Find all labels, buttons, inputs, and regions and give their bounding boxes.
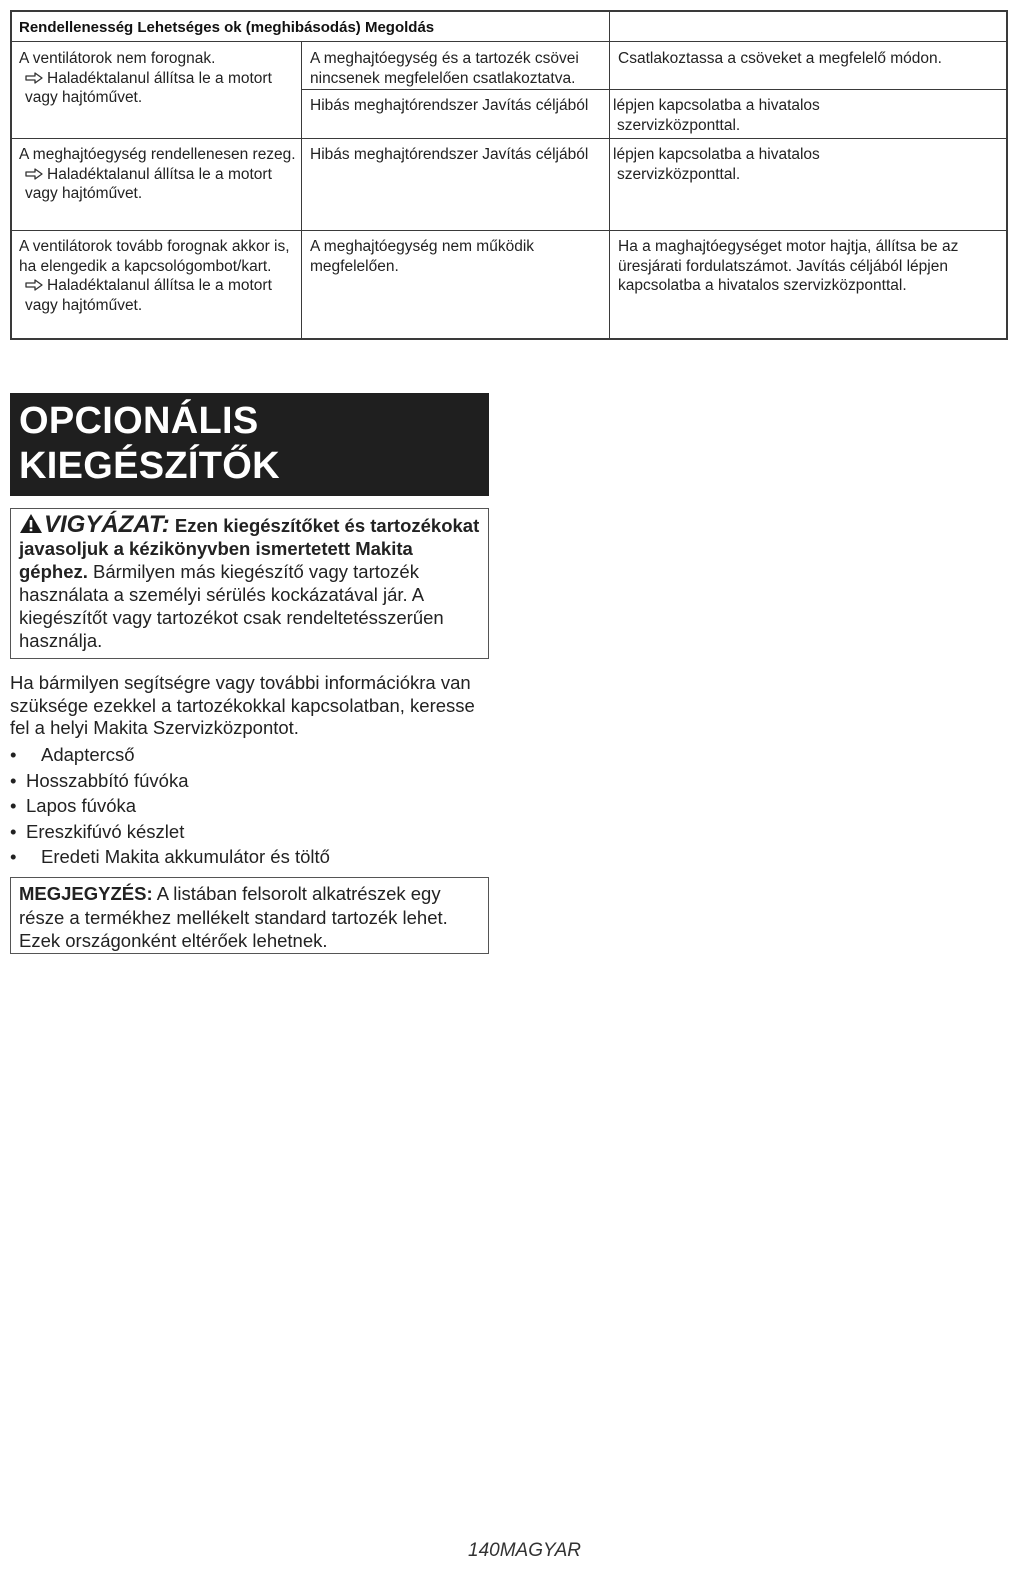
- warning-triangle-icon: [19, 513, 43, 534]
- accessory-list: [10, 742, 330, 870]
- remedy-text: Ha a maghajtóegységet motor hajtja, állítsa be az üresjárati fordulatszámot. Javítás céljából lépjen kapcsolatba a hivatalos szervizközponttal.: [618, 238, 959, 294]
- page-number: 140: [468, 1540, 500, 1561]
- intro-paragraph: Ha bármilyen segítségre vagy további információkra van szüksége ezekkel a tartozékokkal kapcsolatban, keresse fel a helyi Makita Szervizközpontot.: [10, 672, 475, 738]
- table-row: [19, 49, 297, 108]
- section-title: [10, 393, 489, 496]
- remedy-text: Csatlakoztassa a csöveket a megfelelő módon.: [618, 50, 942, 67]
- remedy-text: lépjen kapcsolatba a hivatalos szervizközponttal.: [613, 146, 820, 183]
- table-header: Rendellenesség Lehetséges ok (meghibásodás) Megoldás: [19, 19, 435, 36]
- section-title-line: OPCIONÁLIS: [19, 400, 259, 442]
- cause-text: A meghajtóegység nem működik megfelelően.: [310, 238, 535, 275]
- arrow-right-icon: [25, 168, 43, 180]
- action-text: Haladéktalanul állítsa le a motort vagy hajtóművet.: [25, 165, 272, 202]
- note-label: MEGJEGYZÉS:: [19, 883, 153, 904]
- warning-box: [10, 508, 489, 659]
- list-item: • Lapos fúvóka: [10, 795, 137, 816]
- arrow-right-icon: [25, 72, 43, 84]
- list-item: • Hosszabbító fúvóka: [10, 769, 189, 791]
- warning-label: VIGYÁZAT:: [44, 511, 170, 538]
- cause-text: A meghajtóegység és a tartozék csövei nincsenek megfelelően csatlakoztatva.: [310, 50, 579, 87]
- list-item: • Adaptercső: [10, 744, 135, 765]
- symptom-text: A ventilátorok nem forognak.: [19, 50, 216, 67]
- list-item: • Eredeti Makita akkumulátor és töltő: [10, 846, 330, 867]
- note-text: A listában felsorolt alkatrészek egy része a termékhez mellékelt standard tartozék lehet. Ezek országonként eltérőek lehetnek.: [19, 883, 448, 951]
- arrow-right-icon: [25, 279, 43, 291]
- symptom-text: A ventilátorok tovább forognak akkor is, ha elengedik a kapcsológombot/kart.: [19, 238, 290, 275]
- table-row: [19, 237, 297, 315]
- page-footer: [468, 1540, 581, 1562]
- warning-bold-text: Ezen kiegészítőket és tartozékokat javasoljuk a kézikönyvben ismertetett Makita géphez.: [19, 515, 480, 582]
- action-text: Haladéktalanul állítsa le a motort vagy hajtóművet.: [25, 69, 272, 106]
- troubleshooting-table: [10, 10, 1008, 340]
- list-item: • Ereszkifúvó készlet: [10, 820, 185, 842]
- table-row: [19, 145, 297, 204]
- action-text: Haladéktalanul állítsa le a motort vagy hajtóművet.: [25, 277, 272, 314]
- section-title-line: KIEGÉSZÍTŐK: [19, 445, 280, 487]
- warning-text: Bármilyen más kiegészítő vagy tartozék használata a személyi sérülés kockázatával jár. A kiegészítőt vagy tartozékot csak rendeltetésszerűen használja.: [19, 561, 444, 651]
- cause-text: Hibás meghajtórendszer Javítás céljából: [310, 146, 589, 163]
- footer-language: MAGYAR: [499, 1540, 582, 1561]
- remedy-text: lépjen kapcsolatba a hivatalos szervizközponttal.: [613, 97, 820, 134]
- symptom-text: A meghajtóegység rendellenesen rezeg.: [19, 146, 296, 163]
- note-box: [10, 877, 489, 954]
- cause-text: Hibás meghajtórendszer Javítás céljából: [310, 97, 589, 114]
